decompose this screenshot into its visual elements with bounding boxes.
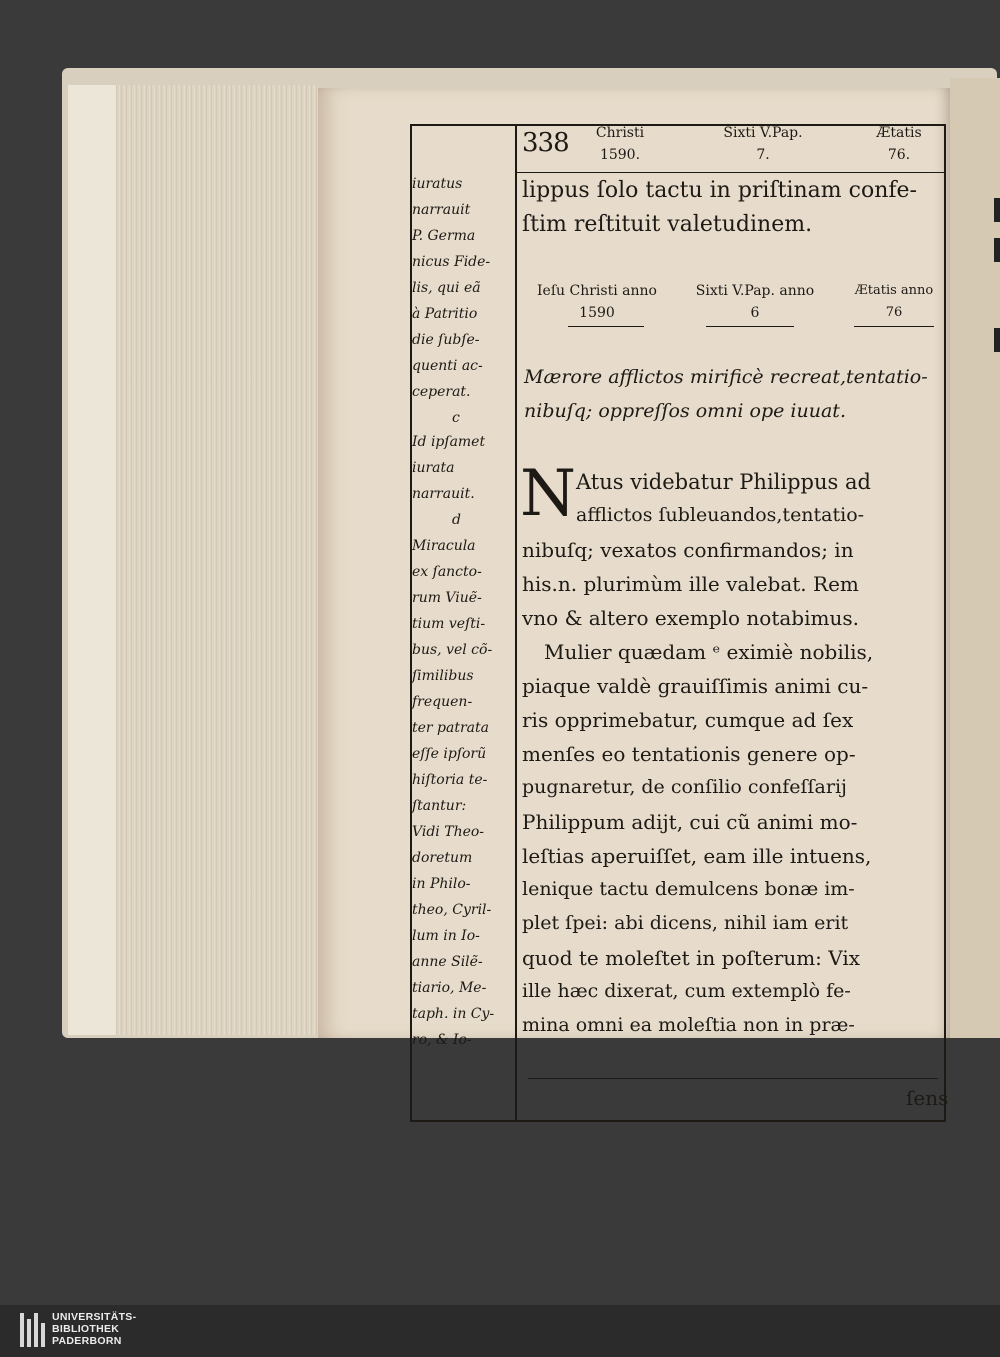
margin-note-line: P. Germa bbox=[412, 228, 476, 244]
text-line: mina omni ea moleſtia non in præ- bbox=[522, 1014, 855, 1036]
margin-note-line: à Patritio bbox=[412, 306, 478, 322]
margin-note-line: die ſubſe- bbox=[412, 332, 480, 348]
header-sixti: Sixti V.Pap. 7. bbox=[723, 125, 803, 163]
text-line: leſtias aperuiſſet, eam ille intuens, bbox=[522, 844, 872, 868]
margin-note-line: taph. in Cy- bbox=[412, 1006, 495, 1022]
table-underline bbox=[568, 326, 644, 327]
text-end-rule bbox=[528, 1078, 938, 1079]
library-logo-icon bbox=[20, 1313, 44, 1347]
header-rule bbox=[515, 172, 946, 173]
drop-cap: N bbox=[520, 457, 576, 531]
text-line: menſes eo tentationis genere op- bbox=[522, 742, 856, 766]
margin-note-line: frequen- bbox=[412, 694, 473, 710]
margin-note-line: ceperat. bbox=[412, 384, 471, 400]
library-footer bbox=[0, 1305, 1000, 1357]
margin-note-line: tium veſti- bbox=[412, 616, 486, 632]
margin-note-line: Id ipſamet bbox=[412, 434, 486, 450]
text-line: Atus videbatur Philippus ad bbox=[576, 470, 871, 494]
next-page-edge bbox=[950, 78, 1000, 1038]
margin-note-line: eſſe ipſorũ bbox=[412, 746, 487, 762]
margin-note-line: hiſtoria te- bbox=[412, 772, 488, 788]
margin-note-line: ſimilibus bbox=[412, 668, 474, 684]
library-name: UNIVERSITÄTS- BIBLIOTHEK PADERBORN bbox=[52, 1311, 137, 1347]
margin-note-line: narrauit bbox=[412, 202, 471, 218]
margin-note-line: quenti ac- bbox=[412, 358, 483, 374]
catchword: ſens bbox=[906, 1086, 949, 1110]
table-underline bbox=[854, 326, 934, 327]
text-line: lippus ſolo tactu in priſtinam confe- bbox=[522, 178, 917, 203]
table-cell: Sixti V.Pap. anno 6 bbox=[695, 283, 815, 321]
section-subtitle-line: Mærore afflictos mirificè recreat,tentatio- bbox=[524, 366, 928, 388]
margin-note-line: Vidi Theo- bbox=[412, 824, 485, 840]
margin-note-line: iuratus bbox=[412, 176, 463, 192]
margin-note-line: in Philo- bbox=[412, 876, 471, 892]
margin-note-line: nicus Fide- bbox=[412, 254, 491, 270]
text-line: ille hæc dixerat, cum extemplò fe- bbox=[522, 980, 851, 1002]
frame-right-rule bbox=[944, 124, 946, 1120]
text-line: nibuſq; vexatos confirmandos; in bbox=[522, 538, 854, 562]
margin-note-letter: c bbox=[452, 410, 460, 426]
table-cell: Ieſu Christi anno 1590 bbox=[537, 283, 657, 321]
section-subtitle-line: nibuſq; oppreſſos omni ope iuuat. bbox=[524, 400, 846, 422]
text-line: afflictos ſubleuandos,tentatio- bbox=[576, 504, 865, 526]
margin-note-line: ter patrata bbox=[412, 720, 489, 736]
margin-note-line: ro, & Io- bbox=[412, 1032, 472, 1048]
text-line: ſtim reſtituit valetudinem. bbox=[522, 212, 813, 237]
text-line: quod te moleſtet in poſterum: Vix bbox=[522, 946, 861, 970]
margin-note-line: narrauit. bbox=[412, 486, 475, 502]
text-line: vno & altero exemplo notabimus. bbox=[522, 606, 859, 630]
header-aetatis: Ætatis 76. bbox=[876, 125, 922, 163]
date-table bbox=[522, 280, 947, 334]
cover-flap bbox=[68, 85, 116, 1035]
margin-note-line: lum in Io- bbox=[412, 928, 480, 944]
margin-note-letter: d bbox=[452, 512, 461, 528]
margin-note-line: anne Silẽ- bbox=[412, 954, 483, 970]
margin-note-line: tiario, Me- bbox=[412, 980, 487, 996]
frame-bottom-rule bbox=[410, 1120, 946, 1122]
running-header bbox=[522, 122, 947, 168]
margin-note-line: lis, qui eã bbox=[412, 280, 481, 296]
header-christi: Christi 1590. bbox=[595, 125, 645, 163]
margin-note-line: Miracula bbox=[412, 538, 476, 554]
table-cell: Ætatis anno 76 bbox=[854, 283, 934, 320]
margin-note-line: iurata bbox=[412, 460, 455, 476]
text-line: Mulier quædam ᵉ eximiè nobilis, bbox=[544, 640, 874, 664]
table-underline bbox=[706, 326, 794, 327]
margin-note-line: ex ſancto- bbox=[412, 564, 482, 580]
margin-note-line: rum Viuẽ- bbox=[412, 590, 482, 606]
column-divider-rule bbox=[515, 124, 517, 1120]
page-number: 338 bbox=[522, 128, 569, 158]
text-line: ris opprimebatur, cumque ad ſex bbox=[522, 708, 854, 732]
text-line: pugnaretur, de conſilio confeſſarij bbox=[522, 776, 847, 798]
text-line: his.n. plurimùm ille valebat. Rem bbox=[522, 572, 859, 596]
text-line: plet ſpei: abi dicens, nihil iam erit bbox=[522, 912, 849, 934]
text-line: piaque valdè grauiſſimis animi cu- bbox=[522, 674, 869, 698]
margin-note-line: ſtantur: bbox=[412, 798, 467, 814]
margin-note-line: theo, Cyril- bbox=[412, 902, 492, 918]
margin-note-line: bus, vel cõ- bbox=[412, 642, 493, 658]
margin-note-line: doretum bbox=[412, 850, 473, 866]
text-line: lenique tactu demulcens bonæ im- bbox=[522, 878, 855, 900]
text-line: Philippum adijt, cui cũ animi mo- bbox=[522, 810, 858, 834]
